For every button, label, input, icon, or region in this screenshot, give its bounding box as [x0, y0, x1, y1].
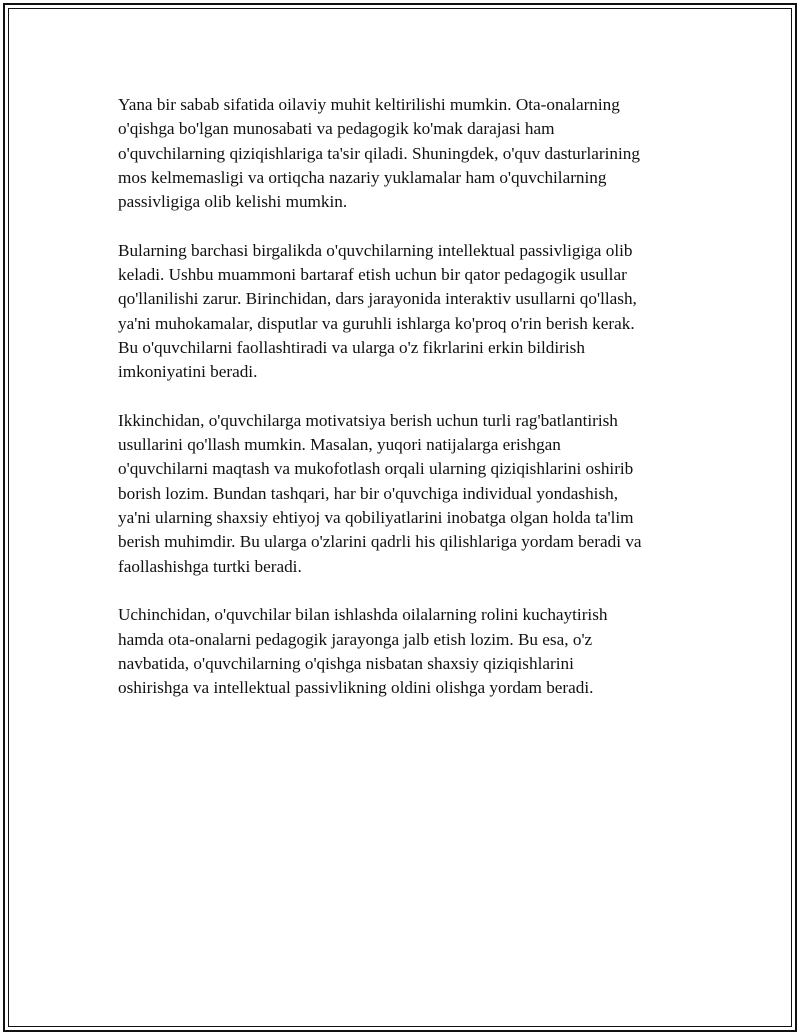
text-line: usullarini qo'llash mumkin. Masalan, yuqori natijalarga erishgan [118, 435, 561, 455]
text-line: borish lozim. Bundan tashqari, har bir o'quvchiga individual yondashish, [118, 483, 619, 503]
text-line: faollashishga turtki beradi. [118, 556, 302, 576]
text-line: Uchinchidan, o'quvchilar bilan ishlashda oilalarning rolini kuchaytirish [118, 605, 608, 625]
text-line: Bu o'quvchilarni faollashtiradi va ularga o'z fikrlarini erkin bildirish [118, 337, 585, 357]
text-line: o'qishga bo'lgan munosabati va pedagogik ko'mak darajasi ham [118, 119, 555, 139]
text-line: imkoniyatini beradi. [118, 362, 258, 382]
paragraph-1 [118, 93, 698, 214]
text-line: navbatida, o'quvchilarning o'qishga nisbatan shaxsiy qiziqishlarini [118, 653, 574, 673]
text-line: keladi. Ushbu muammoni bartaraf etish uchun bir qator pedagogik usullar [118, 265, 627, 285]
document-body [118, 93, 698, 725]
paragraph-4 [118, 603, 698, 700]
text-line: o'quvchilarni maqtash va mukofotlash orqali ularning qiziqishlarini oshirib [118, 459, 634, 479]
text-line: oshirishga va intellektual passivlikning oldini olishga yordam beradi. [118, 678, 594, 698]
text-line: qo'llanilishi zarur. Birinchidan, dars jarayonida interaktiv usullarni qo'llash, [118, 289, 637, 309]
text-line: ya'ni ularning shaxsiy ehtiyoj va qobiliyatlarini inobatga olgan holda ta'lim [118, 508, 634, 528]
text-line: Bularning barchasi birgalikda o'quvchilarning intellektual passivligiga olib [118, 240, 633, 260]
paragraph-2 [118, 239, 698, 385]
paragraph-3 [118, 409, 698, 579]
text-line: berish muhimdir. Bu ularga o'zlarini qadrli his qilishlariga yordam beradi va [118, 532, 642, 552]
text-line: o'quvchilarning qiziqishlariga ta'sir qiladi. Shuningdek, o'quv dasturlarining [118, 143, 640, 163]
text-line: mos kelmemasligi va ortiqcha nazariy yuklamalar ham o'quvchilarning [118, 167, 607, 187]
text-line: hamda ota-onalarni pedagogik jarayonga jalb etish lozim. Bu esa, o'z [118, 629, 593, 649]
text-line: ya'ni muhokamalar, disputlar va guruhli ishlarga ko'proq o'rin berish kerak. [118, 313, 635, 333]
text-line: passivligiga olib kelishi mumkin. [118, 192, 348, 212]
text-line: Yana bir sabab sifatida oilaviy muhit keltirilishi mumkin. Ota-onalarning [118, 95, 620, 114]
text-line: Ikkinchidan, o'quvchilarga motivatsiya berish uchun turli rag'batlantirish [118, 410, 618, 430]
